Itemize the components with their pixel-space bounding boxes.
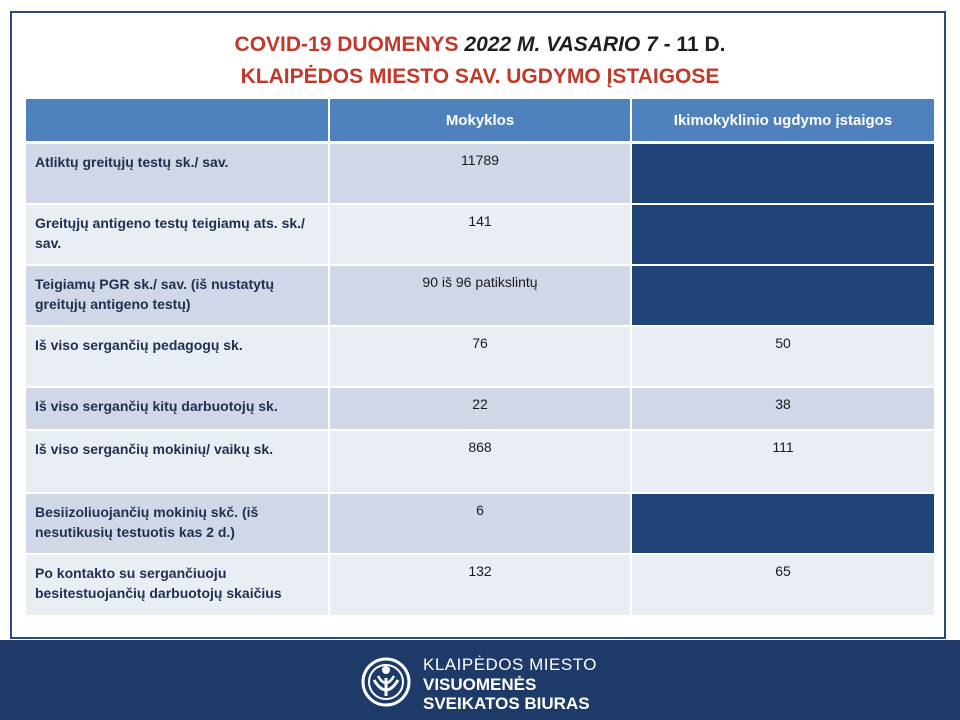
table-row	[26, 493, 934, 554]
row-value-mokyklos: 6	[329, 493, 631, 554]
row-label: Iš viso sergančių kitų darbuotojų sk.	[26, 387, 329, 430]
table-row	[26, 554, 934, 616]
row-value-mokyklos: 90 iš 96 patikslintų	[329, 265, 631, 326]
row-label: Greitųjų antigeno testų teigiamų ats. sk./ sav.	[26, 204, 329, 265]
title-date-part: 2022 M. VASARIO 7	[464, 33, 658, 56]
header-mokyklos: Mokyklos	[329, 99, 631, 143]
row-value-ikimokyklinio: 65	[631, 554, 934, 616]
table-row	[26, 204, 934, 265]
row-value-mokyklos: 132	[329, 554, 631, 616]
footer-org-line-1: KLAIPĖDOS MIESTO	[423, 655, 597, 674]
row-value-mokyklos: 141	[329, 204, 631, 265]
table-header-row	[26, 99, 934, 143]
row-label: Teigiamų PGR sk./ sav. (iš nustatytų greitųjų antigeno testų)	[26, 265, 329, 326]
row-value-mokyklos: 76	[329, 326, 631, 387]
row-value-ikimokyklinio: 111	[631, 430, 934, 493]
row-label: Besiizoliuojančių mokinių skč. (iš nesutikusių testuotis kas 2 d.)	[26, 493, 329, 554]
header-ikimokyklinio: Ikimokyklinio ugdymo įstaigos	[631, 99, 934, 143]
title-red-part: COVID-19 DUOMENYS	[234, 33, 465, 56]
row-value-ikimokyklinio	[631, 493, 934, 554]
table-row	[26, 430, 934, 493]
title-line-1	[0, 33, 960, 57]
row-value-mokyklos: 22	[329, 387, 631, 430]
footer-org-line-3: SVEIKATOS BIURAS	[423, 694, 590, 713]
table-row	[26, 387, 934, 430]
row-label: Iš viso sergančių mokinių/ vaikų sk.	[26, 430, 329, 493]
title-date-end: - 11 D.	[657, 33, 726, 56]
row-label: Iš viso sergančių pedagogų sk.	[26, 326, 329, 387]
table-row	[26, 326, 934, 387]
row-value-ikimokyklinio: 50	[631, 326, 934, 387]
covid-data-table	[26, 99, 934, 617]
table-row	[26, 265, 934, 326]
footer-org-line-2: VISUOMENĖS	[423, 675, 537, 694]
row-value-ikimokyklinio	[631, 204, 934, 265]
row-value-mokyklos: 11789	[329, 143, 631, 204]
table-row	[26, 143, 934, 204]
row-label: Atliktų greitųjų testų sk./ sav.	[26, 143, 329, 204]
row-value-ikimokyklinio: 38	[631, 387, 934, 430]
row-value-ikimokyklinio	[631, 265, 934, 326]
header-empty	[26, 99, 329, 143]
row-label: Po kontakto su sergančiuoju besitestuojančių darbuotojų skaičius	[26, 554, 329, 616]
title-line-2: KLAIPĖDOS MIESTO SAV. UGDYMO ĮSTAIGOSE	[240, 65, 720, 88]
footer-bar	[0, 640, 960, 720]
organization-logo-icon	[360, 656, 412, 708]
row-value-mokyklos: 868	[329, 430, 631, 493]
row-value-ikimokyklinio	[631, 143, 934, 204]
